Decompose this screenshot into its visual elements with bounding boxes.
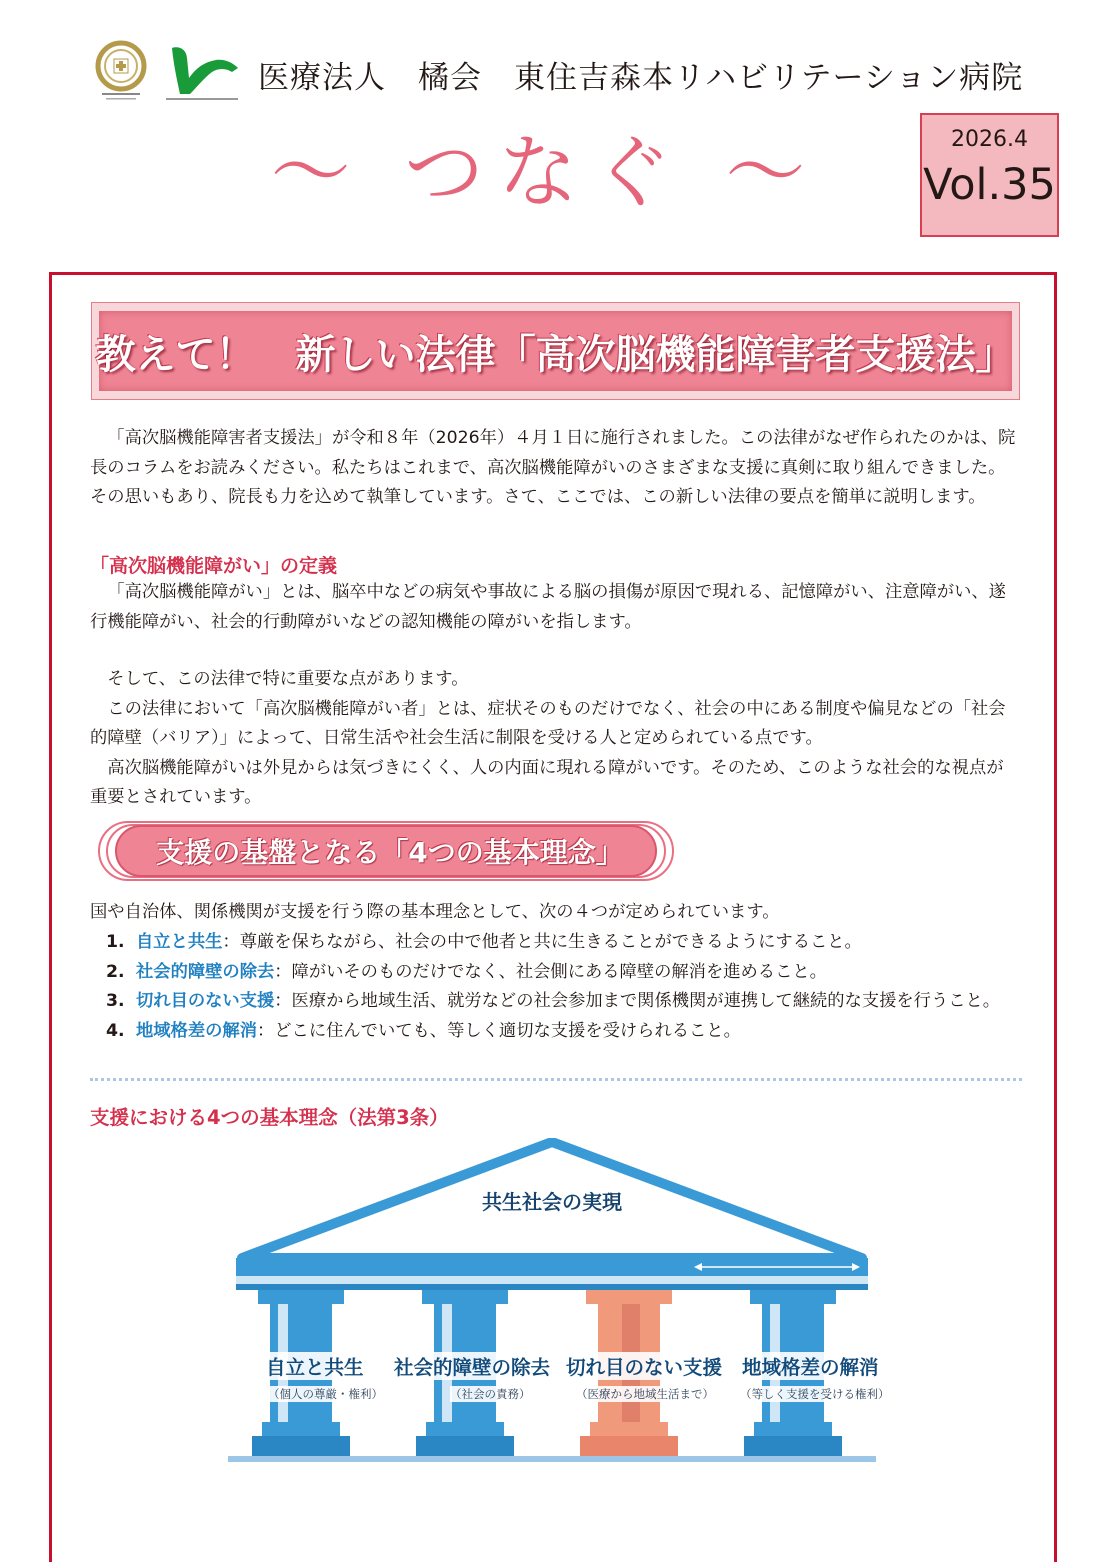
item-number: 3. bbox=[106, 991, 125, 1011]
legal-paragraph: 高次脳機能障がいは外見からは気づきにくく、人の内面に現れる障がいです。そのため、このような社会的な視点が重要とされています。 bbox=[90, 757, 1004, 807]
legal-paragraph: この法律において「高次脳機能障がい者」とは、症状そのものだけでなく、社会の中にある制度や偏見などの「社会的障壁（バリア）」によって、日常生活や社会生活に制限を受ける人と定められている点です。 bbox=[90, 698, 1006, 748]
item-number: 4. bbox=[106, 1020, 125, 1041]
item-number: 2. bbox=[106, 961, 125, 982]
item-term: 切れ目のない支援 bbox=[136, 991, 275, 1011]
issue-badge bbox=[920, 113, 1059, 237]
legal-paragraph: そして、この法律で特に重要な点があります。 bbox=[107, 669, 469, 689]
list-item bbox=[106, 1017, 1026, 1047]
list-item bbox=[106, 958, 1026, 988]
item-description: ：障がいそのものだけでなく、社会側にある障壁の解消を進めること。 bbox=[274, 961, 827, 982]
roof-label: 共生社会の実現 bbox=[482, 1190, 622, 1214]
item-term: 地域格差の解消 bbox=[136, 1020, 257, 1041]
list-item bbox=[106, 928, 1026, 958]
item-description: ：尊厳を保ちながら、社会の中で他者と共に生きることができるようにすること。 bbox=[222, 932, 862, 952]
newsletter-title: ～ つなぐ ～ bbox=[270, 126, 820, 219]
pillar-label: 切れ目のない支援 bbox=[566, 1352, 722, 1380]
temple-diagram bbox=[222, 1138, 890, 1468]
section-title: 支援の基盤となる「4つの基本理念」 bbox=[156, 836, 624, 869]
pillar-label: 社会的障壁の除去 bbox=[394, 1352, 550, 1380]
item-number: 1. bbox=[106, 932, 125, 952]
figure-heading: 支援における4つの基本理念（法第3条） bbox=[90, 1106, 449, 1129]
principles-list bbox=[106, 928, 1026, 1046]
item-term: 自立と共生 bbox=[136, 932, 223, 952]
definition-paragraph: 「高次脳機能障がい」とは、脳卒中などの病気や事故による脳の損傷が原因で現れる、記憶障がい、注意障がい、遂行機能障がい、社会的行動障がいなどの認知機能の障がいを指します。 bbox=[90, 582, 1006, 632]
issue-volume: Vol.35 bbox=[923, 160, 1056, 210]
definition-heading: 「高次脳機能障がい」の定義 bbox=[90, 555, 338, 577]
item-term: 社会的障壁の除去 bbox=[136, 961, 275, 982]
article-title-panel bbox=[95, 311, 1016, 391]
accreditation-seal-logo bbox=[92, 40, 150, 104]
hospital-name: 医療法人 橘会 東住吉森本リハビリテーション病院 bbox=[258, 60, 1024, 96]
pillar-sublabel: （個人の尊厳・権利） bbox=[268, 1387, 383, 1401]
pillar-label: 自立と共生 bbox=[266, 1352, 364, 1380]
principles-lead: 国や自治体、関係機関が支援を行う際の基本理念として、次の４つが定められています。 bbox=[90, 902, 780, 922]
article-title: 教えて！ 新しい法律「高次脳機能障害者支援法」 bbox=[95, 331, 1016, 378]
pillar-sublabel: （医療から地域生活まで） bbox=[576, 1387, 714, 1401]
item-description: ：医療から地域生活、就労などの社会参加まで関係機関が連携して継続的な支援を行うこと。 bbox=[274, 991, 1001, 1011]
pillar-label: 地域格差の解消 bbox=[742, 1352, 879, 1380]
list-item bbox=[106, 987, 1026, 1017]
legal-explanation bbox=[90, 665, 1020, 813]
pillar-sublabel: （社会の責務） bbox=[450, 1387, 531, 1401]
tachibana-logo-mark bbox=[160, 38, 244, 104]
intro-paragraph: 「高次脳機能障害者支援法」が令和８年（2026年）４月１日に施行されました。この法律がなぜ作られたのかは、院長のコラムをお読みください。私たちはこれまで、高次脳機能障がいのさまざまな支援に真剣に取り組んできました。その思いもあり、院長も力を込めて執筆しています。さて、ここでは、この新しい法律の要点を簡単に説明します。 bbox=[90, 428, 1016, 507]
item-description: ：どこに住んでいても、等しく適切な支援を受けられること。 bbox=[256, 1020, 741, 1041]
dotted-divider bbox=[90, 1078, 1022, 1081]
pillar-sublabel: （等しく支援を受ける権利） bbox=[740, 1387, 890, 1401]
issue-date: 2026.4 bbox=[951, 127, 1028, 152]
